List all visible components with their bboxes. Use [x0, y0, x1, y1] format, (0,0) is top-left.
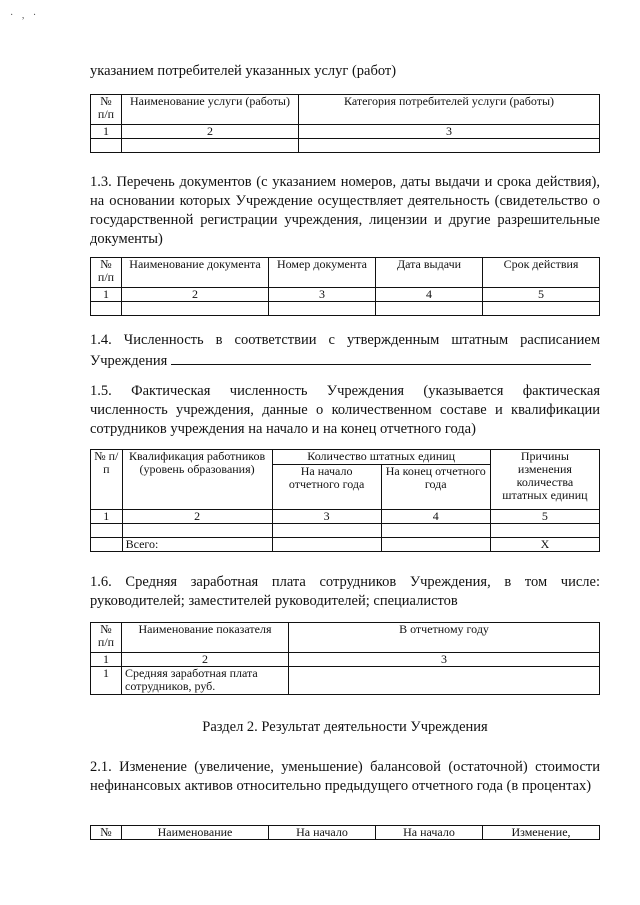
empty-cell [122, 302, 269, 316]
documents-table [90, 257, 600, 316]
scan-specks: · , · [10, 10, 40, 21]
header-no: № [91, 826, 122, 840]
col-number: 1 [91, 653, 122, 667]
col-number: 5 [483, 288, 600, 302]
salary-table [90, 622, 600, 695]
assets-table [90, 825, 600, 840]
header-no: № п/п [91, 450, 123, 510]
header-consumers: Категория потребителей услуги (работы) [299, 95, 600, 125]
empty-cell [376, 302, 483, 316]
average-salary-label: Средняя заработная плата сотрудников, руб. [122, 667, 289, 695]
paragraph-1-4-line1: 1.4. Численность в соответствии с утвержденным штатным расписанием [90, 332, 600, 348]
empty-cell [483, 302, 600, 316]
col-number: 3 [272, 510, 381, 524]
header-report-year: В отчетному году [289, 623, 600, 653]
empty-cell [91, 538, 123, 552]
col-number: 3 [269, 288, 376, 302]
paragraph-1-3: 1.3. Перечень документов (с указанием номеров, даты выдачи и срока действия), на основании которых Учреждение осуществляет деятельность (свидетельство о государственной регистрации учреждения, лицензии и другие разрешительные документы) [90, 174, 600, 247]
paragraph-1-5: 1.5. Фактическая численность Учреждения (указывается фактическая численность учреждения, данные о количественном составе и квалификации сотрудников учреждения на начало и на конец отчетного года) [90, 383, 600, 437]
col-number: 1 [91, 288, 122, 302]
empty-cell [91, 302, 122, 316]
paragraph-1-4-line2 [90, 350, 600, 371]
header-indicator: Наименование показателя [122, 623, 289, 653]
empty-cell [381, 524, 490, 538]
empty-cell [269, 302, 376, 316]
header-no: № п/п [91, 95, 122, 125]
col-number: 2 [122, 288, 269, 302]
services-table [90, 94, 600, 153]
header-doc-number: Номер документа [269, 258, 376, 288]
col-number: 4 [376, 288, 483, 302]
header-service: Наименование услуги (работы) [122, 95, 299, 125]
empty-cell [381, 538, 490, 552]
empty-cell [490, 524, 599, 538]
empty-cell [272, 524, 381, 538]
header-start-2: На начало [376, 826, 483, 840]
empty-cell [272, 538, 381, 552]
col-number: 2 [122, 125, 299, 139]
col-number: 1 [91, 125, 122, 139]
col-number: 2 [122, 510, 272, 524]
total-label: Всего: [122, 538, 272, 552]
staff-table [90, 449, 600, 552]
section-2-title: Раздел 2. Результат деятельности Учреждения [202, 719, 488, 735]
header-doc-name: Наименование документа [122, 258, 269, 288]
row-number: 1 [91, 667, 122, 695]
paragraph-1-6: 1.6. Средняя заработная плата сотрудников Учреждения, в том числе: руководителей; заместителей руководителей; специалистов [90, 574, 600, 609]
header-no: № п/п [91, 623, 122, 653]
empty-cell [122, 139, 299, 153]
fill-in-line [171, 350, 591, 365]
header-name: Наименование [122, 826, 269, 840]
header-year-end: На конец отчетного года [381, 465, 490, 510]
col-number: 2 [122, 653, 289, 667]
header-validity: Срок действия [483, 258, 600, 288]
total-mark: X [490, 538, 599, 552]
header-issue-date: Дата выдачи [376, 258, 483, 288]
empty-cell [91, 524, 123, 538]
header-reasons: Причины изменения количества штатных единиц [490, 450, 599, 510]
paragraph-2-1: 2.1. Изменение (увеличение, уменьшение) балансовой (остаточной) стоимости нефинансовых активов относительно предыдущего отчетного года (в процентах) [90, 759, 600, 794]
empty-cell [122, 524, 272, 538]
empty-cell [299, 139, 600, 153]
paragraph-1-4-word: Учреждения [90, 353, 168, 369]
header-staff-count: Количество штатных единиц [272, 450, 490, 465]
header-year-start: На начало отчетного года [272, 465, 381, 510]
empty-cell [289, 667, 600, 695]
col-number: 3 [299, 125, 600, 139]
empty-cell [91, 139, 122, 153]
header-start: На начало [269, 826, 376, 840]
header-qualification: Квалификация работников (уровень образования) [122, 450, 272, 510]
header-no: № п/п [91, 258, 122, 288]
header-change: Изменение, [483, 826, 600, 840]
col-number: 3 [289, 653, 600, 667]
intro-line: указанием потребителей указанных услуг (работ) [90, 63, 397, 79]
col-number: 1 [91, 510, 123, 524]
col-number: 5 [490, 510, 599, 524]
col-number: 4 [381, 510, 490, 524]
